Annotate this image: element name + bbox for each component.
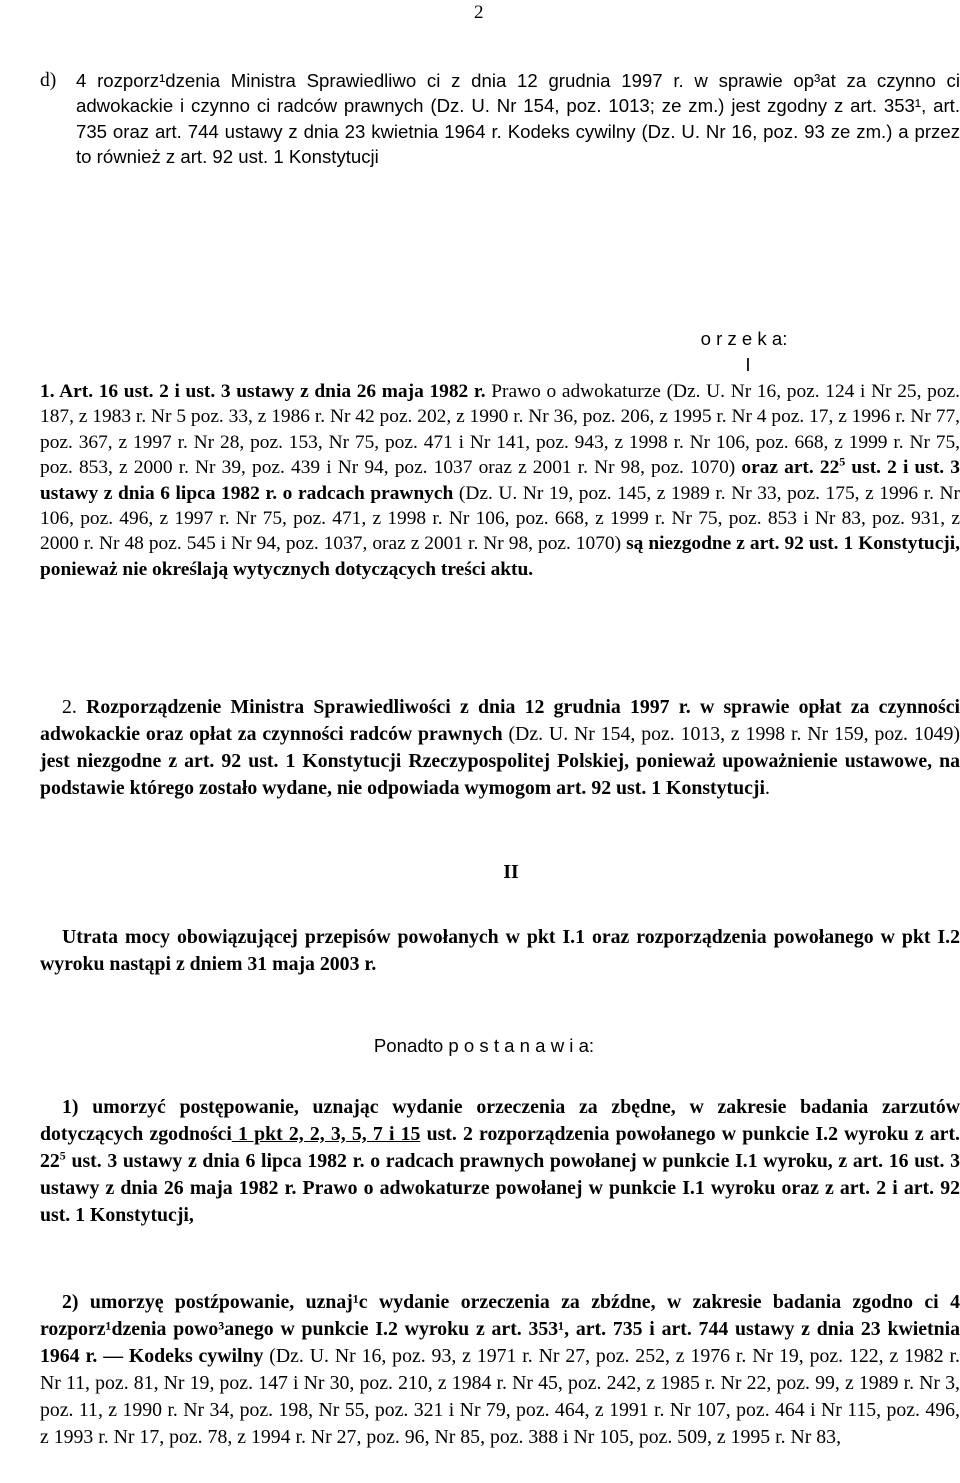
point-2-text-2: . <box>764 777 770 799</box>
point-2 <box>40 694 960 802</box>
postanowienie-1-sup: 5 <box>59 1148 66 1163</box>
point-1 <box>40 379 960 582</box>
point-2-bold-1: Rozporządzenie Ministra Sprawiedliwości z dnia 12 grudnia 1997 r. w sprawie opłat za czynności adwokackie oraz opłat za czynności radców prawnych <box>40 696 960 745</box>
point-2-number: 2. <box>62 696 87 718</box>
orzeka-heading: o r z e k a: <box>700 328 788 349</box>
postanowienie-1 <box>40 1094 960 1229</box>
postanowienie-1-bold-1: 1) umorzyć postępowanie, uznając wydanie orzeczenia za zbędne, w zakresie badania zarzutów dotyczących zgodności <box>40 1096 960 1145</box>
ponadto-spaced: p o s t a n a w i a: <box>448 1035 595 1056</box>
point-1-text-1: Prawo o adwokaturze (Dz. U. Nr 16, poz. 124 i Nr 25, poz. 187, z 1983 r. Nr 5 poz. 33, z 1986 r. Nr 42 poz. 202, z 1990 r. Nr 36, poz. 206, z 1995 r. Nr 4 poz. 17, z 1996 r. Nr 77, poz. 367, z 1997 r. Nr 28, poz. 153, Nr 75, poz. 471 i Nr 141, poz. 943, z 1998 r. Nr 106, poz. 668, z 1999 r. Nr 75, poz. 853, z 2000 r. Nr 39, poz. 439 i Nr 94, poz. 1037 oraz z 2001 r. Nr 98, poz. 1070) <box>40 381 960 479</box>
ponadto-heading <box>0 1035 960 1057</box>
item-d <box>40 68 960 169</box>
point-2-text-1: (Dz. U. Nr 154, poz. 1013, z 1998 r. Nr 159, poz. 1049) <box>502 723 960 745</box>
point-1-bold-3: ust. 2 i ust. 3 ustawy z dnia 6 lipca 1982 r. o radcach prawnych <box>40 457 960 504</box>
point-1-text-2: (Dz. U. Nr 19, poz. 145, z 1989 r. Nr 33, poz. 175, z 1996 r. Nr 106, poz. 496, z 1997 r. Nr 75, poz. 471, z 1998 r. Nr 106, poz. 668, z 1999 r. Nr 75, poz. 853 i Nr 83, poz. 931, z 2000 r. Nr 48 poz. 545 i Nr 94, poz. 1037, oraz z 2001 r. Nr 98, poz. 1070) <box>40 482 960 555</box>
point-1-bold-2: oraz art. 22 <box>735 457 840 479</box>
item-d-text: 4 rozporz¹dzenia Ministra Sprawiedliwo ci z dnia 12 grudnia 1997 r. w sprawie op³at za czynno ci adwokackie i czynno ci radców prawnych (Dz. U. Nr 154, poz. 1013; ze zm.) jest zgodny z art. 353¹, art. 735 oraz art. 744 ustawy z dnia 23 kwietnia 1964 r. Kodeks cywilny (Dz. U. Nr 16, poz. 93 ze zm.) a przez to również z art. 92 ust. 1 Konstytucji <box>76 70 960 167</box>
postanowienie-1-bold-3: ust. 3 ustawy z dnia 6 lipca 1982 r. o radcach prawnych powołanej w punkcie I.1 wyroku, z art. 16 ust. 3 ustawy z dnia 26 maja 1982 r. Prawo o adwokaturze powołanej w punkcie I.1 wyroku oraz z art. 2 i art. 92 ust. 1 Konstytucji, <box>40 1150 960 1226</box>
point-2-bold-2: jest niezgodne z art. 92 ust. 1 Konstytucji Rzeczypospolitej Polskiej, ponieważ upoważnienie ustawowe, na podstawie którego zostało wydane, nie odpowiada wymogom art. 92 ust. 1 Konstytucji <box>40 750 960 799</box>
postanowienie-2 <box>40 1289 960 1451</box>
utrata-paragraph: Utrata mocy obowiązującej przepisów powołanych w pkt I.1 oraz rozporządzenia powołanego w pkt I.2 wyroku nastąpi z dniem 31 maja 2003 r. <box>40 926 960 975</box>
postanowienie-1-paragraphs: 1 pkt 2, 2, 3, 5, 7 i 15 <box>231 1123 421 1145</box>
point-1-bold-1: 1. Art. 16 ust. 2 i ust. 3 ustawy z dnia 26 maja 1982 r. <box>40 381 486 402</box>
ponadto-word: Ponadto <box>373 1035 449 1056</box>
point-1-sup: 5 <box>839 454 846 469</box>
page-number: 2 <box>474 2 484 23</box>
postanowienie-2-text-1: (Dz. U. Nr 16, poz. 93, z 1971 r. Nr 27, poz. 252, z 1976 r. Nr 19, poz. 122, z 1982 r. Nr 11, poz. 81, Nr 19, poz. 147 i Nr 30, poz. 210, z 1984 r. Nr 45, poz. 242, z 1985 r. Nr 22, poz. 99, z 1989 r. Nr 3, poz. 11, z 1990 r. Nr 34, poz. 198, Nr 55, poz. 321 i Nr 79, poz. 464, z 1991 r. Nr 107, poz. 464 i Nr 115, poz. 496, z 1993 r. Nr 17, poz. 78, z 1994 r. Nr 27, poz. 96, Nr 85, poz. 388 i Nr 105, poz. 509, z 1995 r. Nr 83, <box>40 1345 960 1448</box>
section-II-heading: II <box>503 862 519 883</box>
item-d-label: d) <box>40 70 57 91</box>
section-I-heading: I <box>745 354 751 375</box>
postanowienie-2-bold-1: 2) umorzyę postźpowanie, uznaj¹c wydanie orzeczenia za zbźdne, w zakresie badania zgodno ci 4 rozporz¹dzenia powo³anego w punkcie I.2 wyroku z art. 353¹, art. 735 i art. 744 ustawy z dnia 23 kwietnia 1964 r. — Kodeks cywilny <box>40 1291 960 1367</box>
point-1-bold-4: są niezgodne z art. 92 ust. 1 Konstytucji, ponieważ nie określają wytycznych dotyczących treści aktu. <box>40 533 960 580</box>
postanowienie-1-bold-2: ust. 2 rozporządzenia powołanego w punkcie I.2 wyroku z art. 22 <box>40 1123 960 1172</box>
